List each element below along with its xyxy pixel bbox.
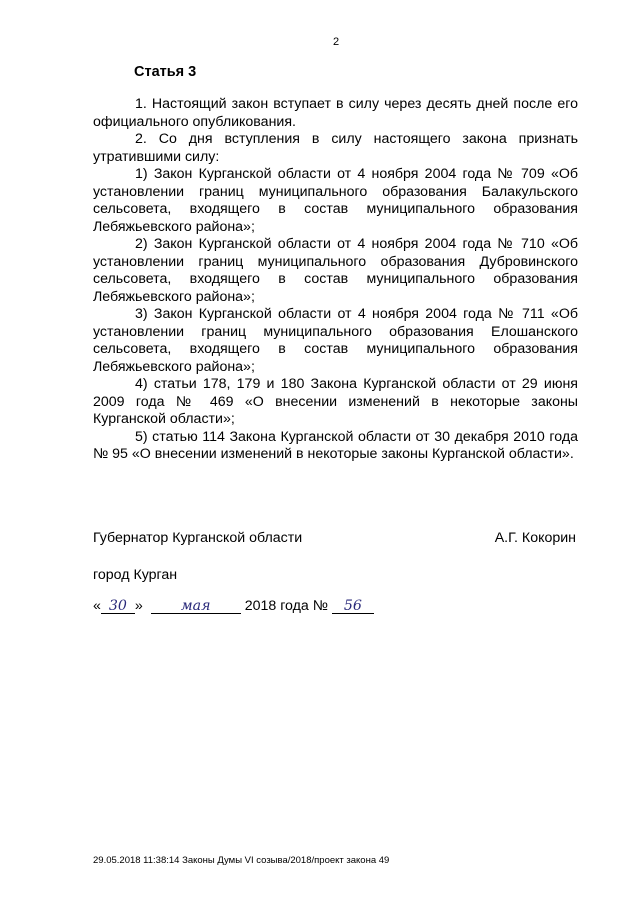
paragraph-repeal-item-1: 1) Закон Курганской области от 4 ноября 2004 года № 709 «Об установлении границ муниципального образования Балакульского сельсовета, входящего в состав муниципального образования Лебяжьевского района»; bbox=[93, 166, 578, 235]
article-body bbox=[93, 96, 578, 464]
governor-title: Губернатор Курганской области bbox=[93, 530, 303, 546]
date-day: 30 bbox=[101, 599, 135, 614]
paragraph-repeal-item-3: 3) Закон Курганской области от 4 ноября 2004 года № 711 «Об установлении границ муниципального образования Елошанского сельсовета, входящего в состав муниципального образования Лебяжьевского района»; bbox=[93, 306, 578, 375]
page-number: 2 bbox=[332, 36, 340, 48]
law-number: 56 bbox=[332, 599, 374, 614]
paragraph-repeal-intro: 2. Со дня вступления в силу настоящего закона признать утратившими силу: bbox=[93, 131, 578, 165]
city-name: город Курган bbox=[93, 567, 178, 583]
paragraph-repeal-item-2: 2) Закон Курганской области от 4 ноября 2004 года № 710 «Об установлении границ муниципального образования Дубровинского сельсовета, входящего в состав муниципального образования Лебяжьевского района»; bbox=[93, 236, 578, 305]
paragraph-repeal-item-4: 4) статьи 178, 179 и 180 Закона Курганской области от 29 июня 2009 года № 469 «О внесении изменений в некоторые законы Курганской области»; bbox=[93, 376, 578, 427]
date-open-quote: « bbox=[93, 598, 101, 614]
governor-name: А.Г. Кокорин bbox=[494, 530, 576, 546]
date-month: мая bbox=[151, 599, 241, 614]
date-line bbox=[93, 598, 374, 614]
paragraph-effective-date: 1. Настоящий закон вступает в силу через десять дней после его официального опубликования. bbox=[93, 96, 578, 130]
paragraph-repeal-item-5: 5) статью 114 Закона Курганской области от 30 декабря 2010 года № 95 «О внесении изменений в некоторые законы Курганской области». bbox=[93, 428, 578, 462]
date-close-quote: » bbox=[134, 598, 143, 614]
document-footer: 29.05.2018 11:38:14 Законы Думы VI созыва/2018/проект закона 49 bbox=[93, 855, 390, 866]
date-year-text: 2018 года № bbox=[244, 598, 328, 614]
article-title: Статья 3 bbox=[134, 64, 197, 80]
